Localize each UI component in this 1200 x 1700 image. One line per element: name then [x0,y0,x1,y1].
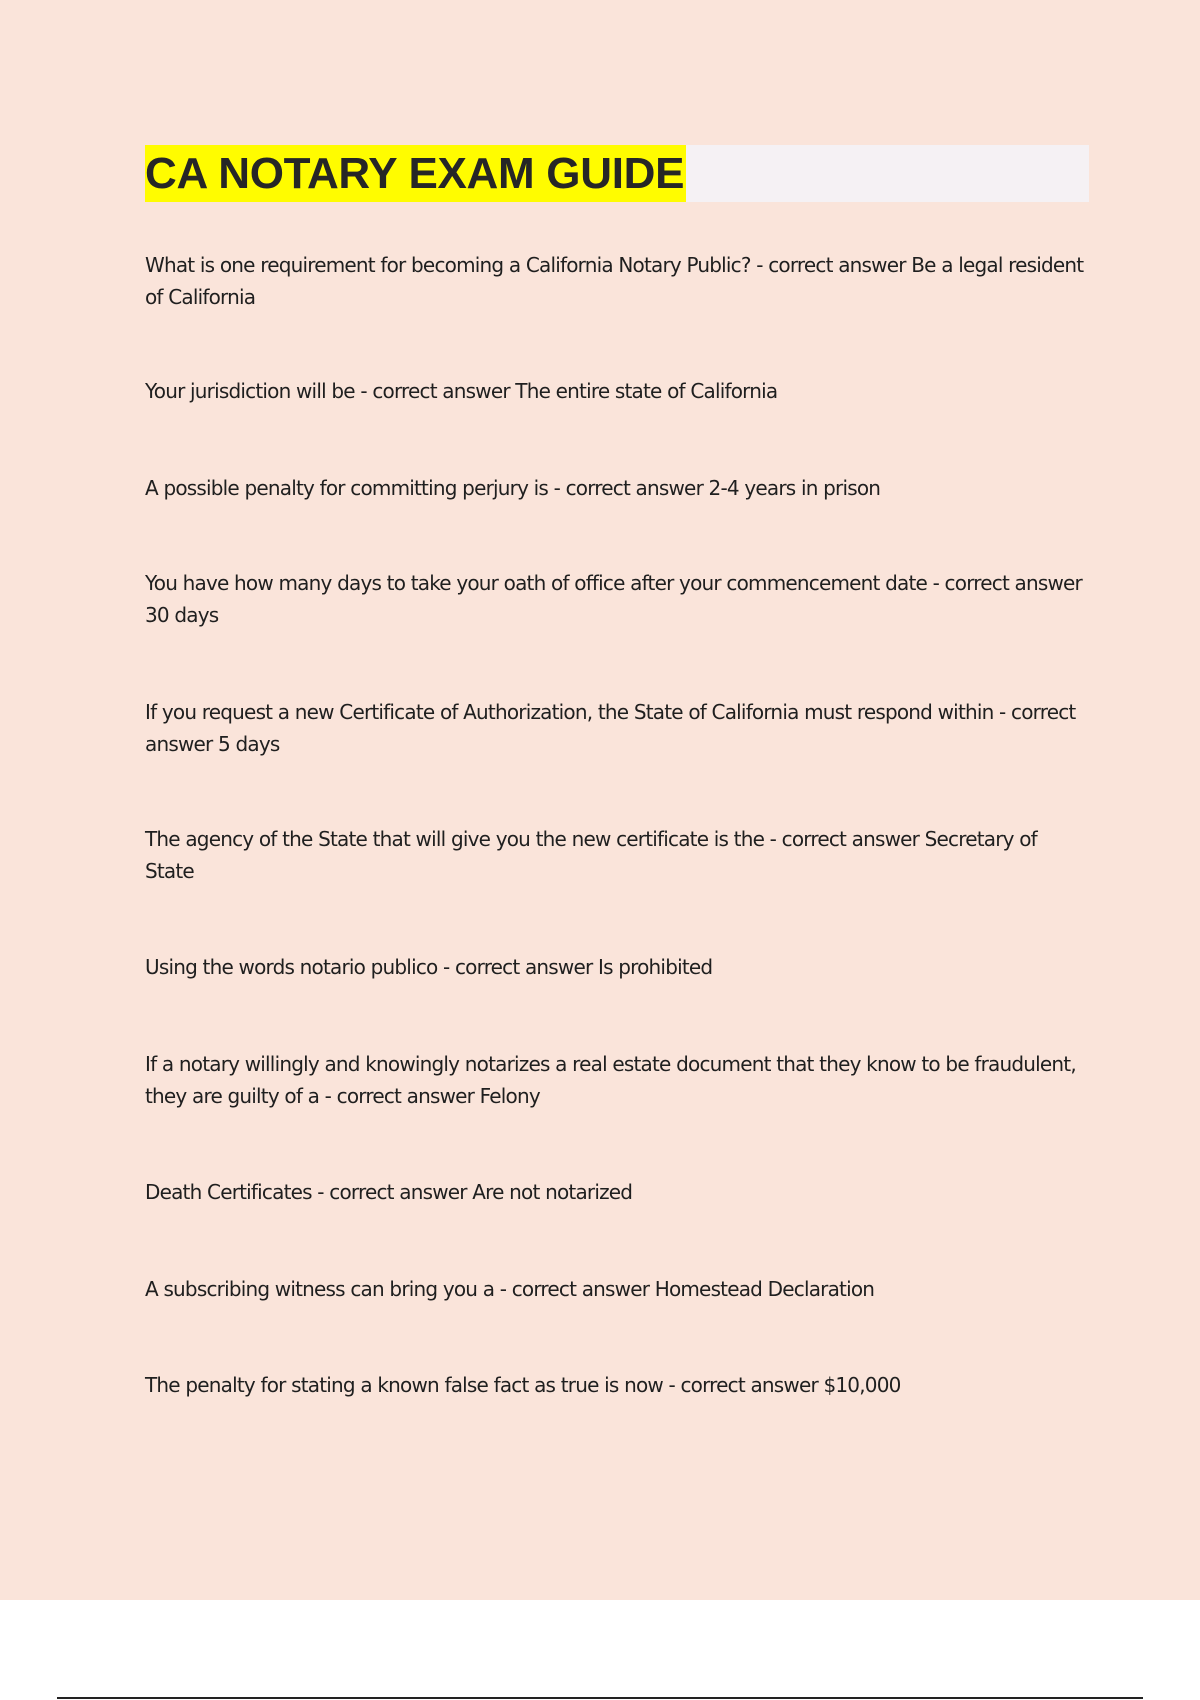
document-title: CA NOTARY EXAM GUIDE [145,145,686,202]
footer-divider [57,1697,1143,1699]
qa-item-10: A subscribing witness can bring you a - correct answer Homestead Declaration [145,1277,875,1301]
qa-item-5: If you request a new Certificate of Authorization, the State of California must respond within - correct answer 5 days [145,700,1076,756]
qa-item-4: You have how many days to take your oath of office after your commencement date - correct answer 30 days [145,571,1082,627]
qa-item-9: Death Certificates - correct answer Are not notarized [145,1180,633,1204]
qa-item-1: What is one requirement for becoming a California Notary Public? - correct answer Be a legal resident of California [145,253,1084,309]
qa-item-8: If a notary willingly and knowingly notarizes a real estate document that they know to be fraudulent, they are guilty of a - correct answer Felony [145,1052,1076,1108]
qa-item-2: Your jurisdiction will be - correct answer The entire state of California [145,379,778,403]
qa-item-6: The agency of the State that will give you the new certificate is the - correct answer Secretary of State [145,827,1037,883]
qa-item-3: A possible penalty for committing perjury is - correct answer 2-4 years in prison [145,476,881,500]
qa-item-7: Using the words notario publico - correct answer Is prohibited [145,955,713,979]
qa-item-11: The penalty for stating a known false fact as true is now - correct answer $10,000 [145,1373,901,1397]
